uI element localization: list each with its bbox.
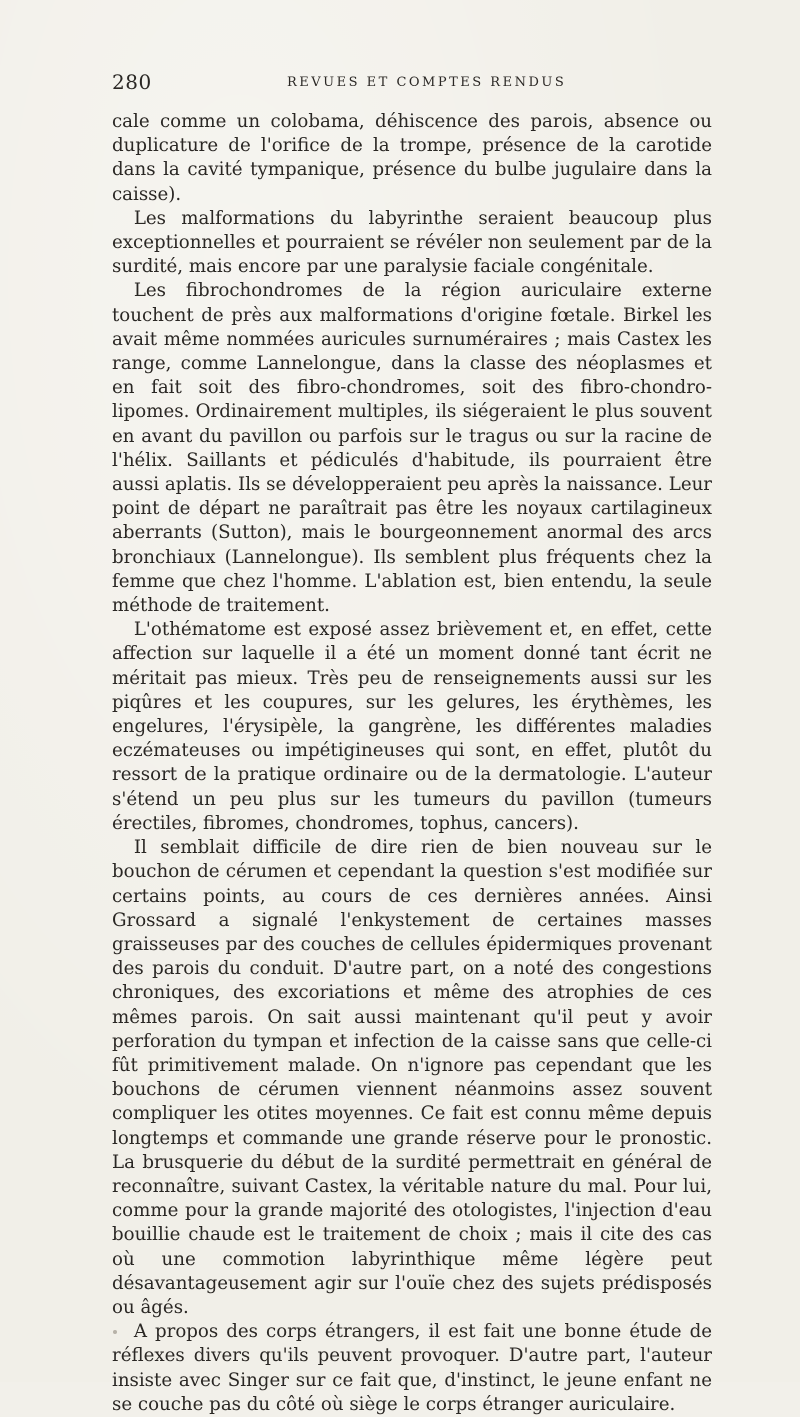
paper-speck (113, 1330, 117, 1334)
paragraph-cerumen: Il semblait difficile de dire rien de bien nouveau sur le bouchon de cérumen et cependant la question s'est modifiée sur certains points, au cours de ces dernières années. Ainsi Grossard a signalé l'enkystement de certaines masses graisseuses par des couches de cellules épidermiques provenant des parois du conduit. D'autre part, on a noté des congestions chroniques, des excoriations et même des atrophies de ces mêmes parois. On sait aussi maintenant qu'il peut y avoir perforation du tympan et infection de la caisse sans que celle-ci fût primitivement malade. On n'ignore pas cependant que les bouchons de cérumen viennent néanmoins assez souvent compliquer les otites moyennes. Ce fait est connu même depuis longtemps et commande une grande réserve pour le pronostic. La brusquerie du début de la surdité permettrait en général de reconnaître, suivant Castex, la véritable nature du mal. Pour lui, comme pour la grande majorité des otologistes, l'injection d'eau bouillie chaude est le traitement de choix ; mais il cite des cas où une commotion labyrinthique même légère peut désavantageusement agir sur l'ouïe chez des sujets prédisposés ou âgés. (112, 837, 712, 1318)
paragraph-fibrochondromes: Les fibrochondromes de la région auriculaire externe touchent de près aux malformations d'origine fœtale. Birkel les avait même nommées auricules surnuméraires ; mais Castex les range, comme Lannelongue, dans la classe des néoplasmes et en fait soit des fibro-chondromes, soit des fibro-chondro-lipomes. Ordinairement multiples, ils siégeraient le plus souvent en avant du pavillon ou parfois sur le tragus ou sur la racine de l'hélix. Saillants et pédiculés d'habitude, ils pourraient être aussi aplatis. Ils se développeraient peu après la naissance. Leur point de départ ne paraîtrait pas être les noyaux cartilagineux aberrants (Sutton), mais le bourgeonnement anormal des arcs bronchiaux (Lannelongue). Ils semblent plus fréquents chez la femme que chez l'homme. L'ablation est, bien entendu, la seule méthode de traitement. (112, 280, 712, 617)
body-text (112, 110, 712, 1417)
paragraph-othematome: L'othématome est exposé assez brièvement et, en effet, cette affection sur laquelle il a été un moment donné tant écrit ne méritait pas mieux. Très peu de renseignements aussi sur les piqûres et les coupures, sur les gelures, les érythèmes, les engelures, l'érysipèle, la gangrène, les différentes maladies eczémateuses ou impétigineuses qui sont, en effet, plutôt du ressort de la pratique ordinaire ou de la dermatologie. L'auteur s'étend un peu plus sur les tumeurs du pavillon (tumeurs érectiles, fibromes, chondromes, tophus, cancers). (112, 619, 712, 834)
page-number: 280 (112, 70, 152, 94)
paragraph-continuation: cale comme un colobama, déhiscence des parois, absence ou duplicature de l'orifice de la trompe, présence de la carotide dans la cavité tympanique, présence du bulbe jugulaire dans la caisse). (112, 111, 712, 205)
paragraph-foreign-bodies: A propos des corps étrangers, il est fait une bonne étude de réflexes divers qu'ils peuvent provoquer. D'autre part, l'auteur insiste avec Singer sur ce fait que, d'instinct, le jeune enfant ne se couche pas du côté où siège le corps étranger auriculaire. (112, 1321, 712, 1415)
page-header (112, 70, 732, 94)
paragraph-labyrinth: Les malformations du labyrinthe seraient beaucoup plus exceptionnelles et pourraient se révéler non seulement par de la surdité, mais encore par une paralysie faciale congénitale. (112, 207, 712, 278)
running-head: REVUES ET COMPTES RENDUS (287, 75, 567, 90)
